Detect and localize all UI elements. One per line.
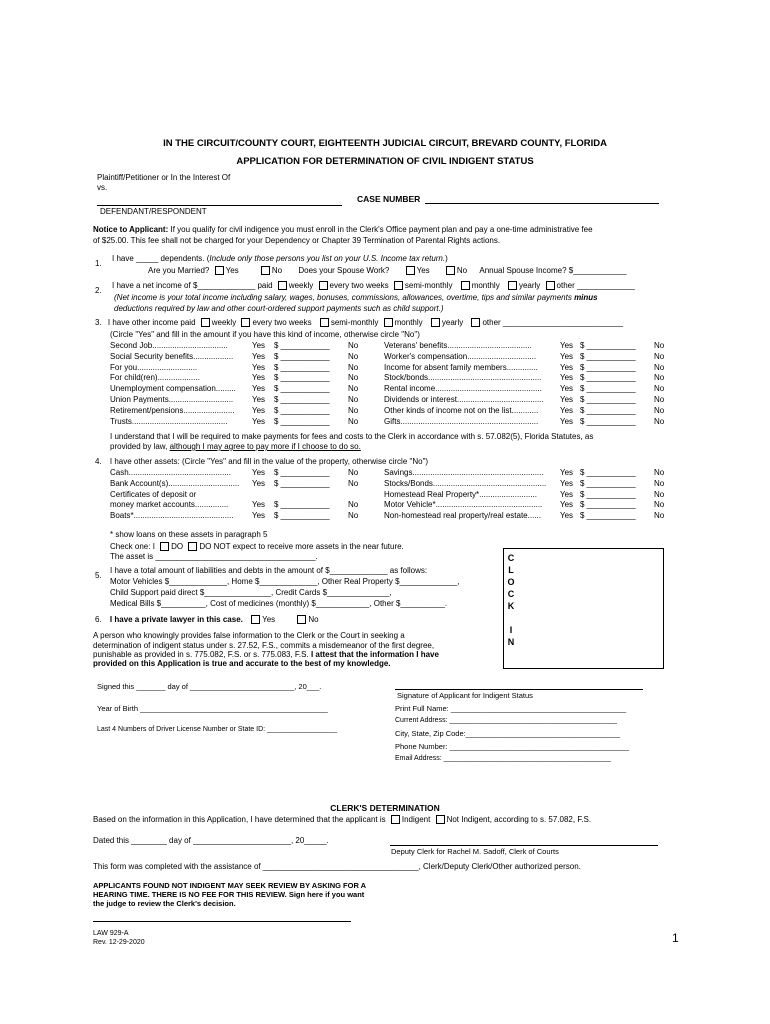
clock-in-letters: [506, 552, 516, 648]
q3-right-item-no[interactable]: No: [654, 351, 665, 361]
q2-weekly-label: weekly: [288, 281, 314, 290]
q3-weekly-checkbox[interactable]: [201, 318, 210, 327]
q3-right-item-yes[interactable]: Yes: [560, 384, 574, 394]
q4-right-item-label: Stocks/Bonds...................................................: [384, 478, 547, 488]
q3-left-item-amount-field[interactable]: $ ___________: [274, 351, 330, 361]
q3-right-item-label: Other kinds of income not on the list............: [384, 405, 539, 415]
q3-left-item-amount-field[interactable]: $ ___________: [274, 341, 330, 350]
q3-right-item-label: Stock/bonds...................................................: [384, 373, 542, 383]
q2-minus: minus: [574, 293, 598, 302]
q3-understand-line2: [110, 442, 361, 451]
phone-field[interactable]: Phone Number: ___________________________________________: [395, 742, 629, 751]
q6-text: I have a private lawyer in this case.: [109, 615, 243, 624]
q4-left-item-no[interactable]: No: [348, 500, 359, 510]
q4-left-item-label: Bank Account(s)................................: [110, 478, 240, 488]
q4-right-item-no[interactable]: No: [654, 478, 665, 488]
q3-semi-checkbox[interactable]: [320, 318, 329, 327]
notice-text1: If you qualify for civil indigence you must enroll in the Clerk's Office payment plan and pay a one-time administrative fee: [170, 225, 593, 234]
lawyer-yes-label: Yes: [262, 615, 276, 624]
married-yes-label: Yes: [225, 266, 239, 275]
q3-left-item-label: Retirement/pensions.......................: [110, 405, 235, 415]
net-income-field[interactable]: I have a net income of $_____________ paid: [112, 281, 273, 290]
q2-note1: [114, 293, 598, 302]
deputy-signature-line[interactable]: [390, 845, 658, 846]
clerk-based-text: Based on the information in this Application, I have determined that the applicant is: [93, 815, 386, 824]
spouse-work-yes-checkbox[interactable]: [406, 266, 415, 275]
q3-left-item-label: Social Security benefits..................: [110, 351, 234, 361]
q4-right-item-label: Non-homestead real property/real estate......: [384, 511, 541, 521]
notice-label: Notice to Applicant:: [93, 225, 169, 234]
q2-semi-label: semi-monthly: [404, 281, 453, 290]
spouse-work-yes-label: Yes: [416, 266, 430, 275]
q5-line3[interactable]: Child Support paid direct $_______________, Credit Cards $______________,: [110, 588, 392, 597]
q2-every-two-checkbox[interactable]: [319, 281, 328, 290]
q3-weekly-label: weekly: [211, 318, 237, 327]
q4-left-item-amount-field[interactable]: $ ___________: [274, 468, 330, 477]
q3-right-item-label: Gifts..............................................................: [384, 416, 539, 426]
q3-other-checkbox[interactable]: [471, 318, 480, 327]
deputy-clerk-label: Deputy Clerk for Rachel M. Sadoff, Clerk of Courts: [391, 847, 559, 856]
q2-monthly-label: monthly: [471, 281, 500, 290]
q4-left-item-label: Boats*.............................................: [110, 511, 234, 521]
q1-text-italic: Include only those persons you list on your U.S. Income tax return.: [209, 254, 446, 263]
print-name-field[interactable]: Print Full Name: __________________________________________: [395, 704, 627, 713]
q4-right-item-yes[interactable]: Yes: [560, 468, 574, 477]
q3-right-item-yes[interactable]: Yes: [560, 351, 574, 361]
q3-right-item-amount-field[interactable]: $ ___________: [580, 341, 636, 350]
signed-this-field[interactable]: Signed this _______ day of _________________________, 20___.: [97, 682, 322, 691]
q2-note2: deductions required by law and other court-ordered support payments such as child support.): [114, 304, 444, 313]
q3-right-item-label: Rental income................................................: [384, 384, 542, 394]
q3-right-item-label: Veterans' benefits......................................: [384, 341, 532, 350]
q3-left-item-yes[interactable]: Yes: [252, 384, 266, 394]
q3-left-item-yes[interactable]: Yes: [252, 341, 266, 350]
q3-right-item-amount-field[interactable]: $ ___________: [580, 362, 636, 372]
q3-left-item-no[interactable]: No: [348, 351, 359, 361]
spouse-work-label: Does your Spouse Work?: [298, 266, 390, 275]
form-number: LAW 929-A: [93, 930, 129, 937]
q4-left-item-no[interactable]: No: [348, 468, 359, 477]
q3-right-item-no[interactable]: No: [654, 395, 665, 404]
do-not-checkbox[interactable]: [188, 542, 197, 551]
warning-line4: provided on this Application is true and accurate to the best of my knowledge.: [93, 659, 391, 668]
q3-left-item-no[interactable]: No: [348, 384, 359, 394]
q4-right-item-no[interactable]: No: [654, 489, 665, 499]
q3-right-item-amount-field[interactable]: $ ___________: [580, 373, 636, 383]
clock-letter: C: [507, 589, 515, 599]
q3-left-item-yes[interactable]: Yes: [252, 362, 266, 372]
q3-every-two-label: every two weeks: [252, 318, 312, 327]
year-of-birth-field[interactable]: Year of Birth _____________________________________________: [97, 704, 328, 713]
q3-right-item-yes[interactable]: Yes: [560, 341, 574, 350]
q2-number: 2.: [95, 286, 102, 295]
q4-right-item-amount-field[interactable]: $ ___________: [580, 511, 636, 521]
spouse-income-field[interactable]: Annual Spouse Income? $____________: [479, 266, 627, 275]
q1-text-b: ): [445, 254, 448, 263]
q3-left-item-amount-field[interactable]: $ ___________: [274, 384, 330, 394]
q4-left-item-yes[interactable]: Yes: [252, 511, 266, 521]
q2-note1-text: (Net income is your total income including salary, wages, bonuses, commissions, allowances, overtime, tips and similar payments: [114, 293, 572, 302]
do-not-label: DO NOT expect to receive more assets in the near future.: [199, 542, 404, 551]
q4-left-item-no[interactable]: No: [348, 511, 359, 521]
q3-left-item-label: Union Payments.............................: [110, 395, 234, 404]
q4-text: I have other assets: (Circle "Yes" and fill in the value of the property, otherwise circle "No"): [109, 457, 429, 466]
q5-line4[interactable]: Medical Bills $__________, Cost of medicines (monthly) $____________, Other $__________.: [110, 599, 448, 608]
license-field[interactable]: Last 4 Numbers of Driver License Number or State ID: __________________: [97, 726, 338, 733]
understand-underlined: although I may agree to pay more if I choose to do so.: [169, 442, 361, 451]
clock-letter: [506, 612, 516, 624]
q2-weekly-checkbox[interactable]: [278, 281, 287, 290]
do-checkbox[interactable]: [160, 542, 169, 551]
married-label: Are you Married?: [148, 266, 210, 275]
understand-text: provided by law,: [110, 442, 168, 451]
q4-right-item-yes[interactable]: Yes: [560, 489, 574, 499]
q3-left-item-label: For you...........................: [110, 362, 198, 372]
clock-letter: K: [507, 601, 515, 611]
q3-left-item-yes[interactable]: Yes: [252, 395, 266, 404]
clock-letter: O: [507, 577, 515, 587]
do-label: DO: [171, 542, 184, 551]
q4-left-item-amount-field[interactable]: $ ___________: [274, 500, 330, 510]
q3-left-item-amount-field[interactable]: $ ___________: [274, 395, 330, 404]
plaintiff-label: Plaintiff/Petitioner or In the Interest Of: [97, 173, 231, 182]
lawyer-no-label: No: [308, 615, 319, 624]
q4-right-item-no[interactable]: No: [654, 511, 665, 521]
applicant-signature-line[interactable]: [395, 689, 643, 690]
q4-left-item-yes[interactable]: Yes: [252, 500, 266, 510]
asset-is-field[interactable]: The asset is ____________________________________.: [110, 552, 318, 561]
q1-dependents: [112, 254, 448, 263]
q3-left-item-no[interactable]: No: [348, 395, 359, 404]
q3-yearly-checkbox[interactable]: [431, 318, 440, 327]
q4-left-item-label: Cash..............................................: [110, 468, 231, 477]
q3-right-item-amount-field[interactable]: $ ___________: [580, 405, 636, 415]
q3-left-item-no[interactable]: No: [348, 341, 359, 350]
married-yes-checkbox[interactable]: [215, 266, 224, 275]
page-number: 1: [672, 931, 679, 945]
notice-line2: of $25.00. This fee shall not be charged for your Dependency or Chapter 39 Termination of Parental Rights actions.: [93, 236, 501, 245]
q3-semi-label: semi-monthly: [330, 318, 379, 327]
q4-right-item-label: Motor Vehicle*................................................: [384, 500, 543, 510]
lawyer-no-checkbox[interactable]: [297, 615, 306, 624]
warning-line1: A person who knowingly provides false information to the Clerk or the Court in seeking a: [93, 631, 405, 640]
q3-left-item-no[interactable]: No: [348, 416, 359, 426]
q3-left-item-label: Unemployment compensation.........: [110, 384, 236, 394]
q4-right-item-label: Homestead Real Property*..........................: [384, 489, 537, 499]
q2-other-field[interactable]: other _____________: [556, 281, 635, 290]
not-indigent-checkbox[interactable]: [436, 815, 445, 824]
q3-left-item-yes[interactable]: Yes: [252, 416, 266, 426]
warning-line3: [93, 650, 439, 659]
q3-yearly-label: yearly: [441, 318, 464, 327]
case-number-field[interactable]: [425, 203, 659, 204]
clock-letter: C: [507, 553, 515, 563]
q3-right-item-no[interactable]: No: [654, 384, 665, 394]
q4-left-item-yes[interactable]: Yes: [252, 478, 266, 488]
clock-letter: I: [509, 625, 513, 635]
signature-label: Signature of Applicant for Indigent Status: [397, 691, 533, 700]
q3-right-item-amount-field[interactable]: $ ___________: [580, 384, 636, 394]
q3-right-item-yes[interactable]: Yes: [560, 362, 574, 372]
q5-line2[interactable]: Motor Vehicles $_____________, Home $_____________, Other Real Property $_____________,: [110, 577, 460, 586]
defendant-label: DEFENDANT/RESPONDENT: [100, 207, 207, 216]
q4-left-item-label: money market accounts...............: [110, 500, 229, 510]
q3-other-field[interactable]: other ___________________________: [482, 318, 624, 327]
q1-married-row: [148, 266, 627, 275]
q5-number: 5.: [95, 571, 102, 580]
court-heading: IN THE CIRCUIT/COUNTY COURT, EIGHTEENTH JUDICIAL CIRCUIT, BREVARD COUNTY, FLORIDA: [163, 138, 607, 149]
vs-label: vs.: [97, 183, 108, 192]
q4-right-item-no[interactable]: No: [654, 468, 665, 477]
q3-monthly-label: monthly: [394, 318, 423, 327]
check-one-row: [110, 542, 404, 551]
q2-monthly-checkbox[interactable]: [461, 281, 470, 290]
not-indigent-label: Not Indigent, according to s. 57.082, F.S.: [446, 815, 592, 824]
assistance-field[interactable]: This form was completed with the assistance of ___________________________________, Clerk/Deputy Clerk/Other authorized person.: [93, 862, 581, 871]
show-loans-note: * show loans on these assets in paragraph 5: [110, 530, 268, 539]
indigent-checkbox[interactable]: [391, 815, 400, 824]
attest-text: I attest that the information I have: [310, 650, 439, 659]
clerk-based-row: [93, 815, 591, 824]
q3-right-item-yes[interactable]: Yes: [560, 416, 574, 426]
warning-line3-text: punishable as provided in s. 775.082, F.S. or s. 775.083, F.S.: [93, 650, 309, 659]
q3-circle-instructions: (Circle "Yes" and fill in the amount if you have this kind of income, otherwise circle "No"): [110, 330, 420, 339]
email-field[interactable]: Email Address: ___________________________________________: [395, 755, 612, 762]
q6-number: 6.: [95, 615, 102, 624]
clock-letter: L: [508, 565, 514, 575]
q4-right-item-amount-field[interactable]: $ ___________: [580, 468, 636, 477]
q3-understand-line1: I understand that I will be required to make payments for fees and costs to the Clerk in accordance with s. 57.082(5), Florida Statutes, as: [110, 432, 594, 441]
q4-right-item-amount-field[interactable]: $ ___________: [580, 500, 636, 510]
review-line2: HEARING TIME. THERE IS NO FEE FOR THIS REVIEW. Sign here if you want: [93, 890, 365, 899]
indigent-label: Indigent: [401, 815, 431, 824]
q2-other-checkbox[interactable]: [546, 281, 555, 290]
q3-right-item-amount-field[interactable]: $ ___________: [580, 351, 636, 361]
q3-left-item-no[interactable]: No: [348, 405, 359, 415]
notice-line1: [93, 225, 593, 234]
revision-date: Rev. 12-29-2020: [93, 939, 145, 946]
spouse-work-no-label: No: [456, 266, 468, 275]
married-no-label: No: [271, 266, 283, 275]
q3-left-item-amount-field[interactable]: $ ___________: [274, 405, 330, 415]
q3-every-two-checkbox[interactable]: [241, 318, 250, 327]
q2-row: [112, 281, 635, 290]
defendant-field[interactable]: [97, 205, 342, 206]
q3-right-item-no[interactable]: No: [654, 405, 665, 415]
q4-row: [95, 457, 428, 466]
q3-right-item-label: Dividends or interest.......................................: [384, 395, 544, 404]
clock-letter: N: [507, 637, 515, 647]
review-line1: APPLICANTS FOUND NOT INDIGENT MAY SEEK REVIEW BY ASKING FOR A: [93, 881, 367, 890]
q3-monthly-checkbox[interactable]: [384, 318, 393, 327]
q2-yearly-label: yearly: [518, 281, 541, 290]
q3-left-item-amount-field[interactable]: $ ___________: [274, 373, 330, 383]
spouse-work-no-checkbox[interactable]: [446, 266, 455, 275]
q5-line1[interactable]: I have a total amount of liabilities and debts in the amount of $_____________ as follows:: [110, 566, 428, 575]
q4-right-item-amount-field[interactable]: $ ___________: [580, 489, 636, 499]
q3-left-item-no[interactable]: No: [348, 373, 359, 383]
warning-line2: determination of indigent status under s. 27.52, F.S., commits a misdemeanor of the first degree,: [93, 641, 435, 650]
review-line3: the judge to review the Clerk's decision.: [93, 899, 236, 908]
q3-number: 3.: [95, 318, 102, 327]
q3-right-item-no[interactable]: No: [654, 373, 665, 383]
q2-semi-checkbox[interactable]: [394, 281, 403, 290]
q4-left-item-no[interactable]: No: [348, 478, 359, 488]
q3-right-item-no[interactable]: No: [654, 416, 665, 426]
q3-left-item-label: Trusts...........................................: [110, 416, 228, 426]
lawyer-yes-checkbox[interactable]: [251, 615, 260, 624]
q3-left-item-amount-field[interactable]: $ ___________: [274, 362, 330, 372]
q6-row: [95, 615, 319, 624]
dated-this-field[interactable]: Dated this ________ day of ______________________, 20_____.: [93, 836, 329, 845]
q3-right-item-yes[interactable]: Yes: [560, 405, 574, 415]
q4-left-item-amount-field[interactable]: $ ___________: [274, 478, 330, 488]
check-one-label: Check one: I: [110, 542, 155, 551]
review-signature-line[interactable]: [93, 921, 351, 922]
city-state-zip-field[interactable]: City, State, Zip Code:_____________________________________: [395, 729, 621, 738]
q3-right-item-no[interactable]: No: [654, 341, 665, 350]
q3-left-item-label: For child(ren)...................: [110, 373, 200, 383]
case-number-label: CASE NUMBER: [357, 194, 421, 204]
q2-yearly-checkbox[interactable]: [508, 281, 517, 290]
current-address-field[interactable]: Current Address: ___________________________________________: [395, 717, 617, 724]
q3-right-item-no[interactable]: No: [654, 362, 665, 372]
q2-every-two-label: every two weeks: [329, 281, 389, 290]
q4-right-item-amount-field[interactable]: $ ___________: [580, 478, 636, 488]
q3-left-item-yes[interactable]: Yes: [252, 405, 266, 415]
q4-right-item-no[interactable]: No: [654, 500, 665, 510]
q3-left-item-yes[interactable]: Yes: [252, 351, 266, 361]
q4-right-item-yes[interactable]: Yes: [560, 500, 574, 510]
clerk-determination-title: CLERK'S DETERMINATION: [330, 803, 440, 813]
q4-left-item-yes[interactable]: Yes: [252, 468, 266, 477]
married-no-checkbox[interactable]: [261, 266, 270, 275]
q3-row: [95, 318, 623, 327]
q3-right-item-amount-field[interactable]: $ ___________: [580, 395, 636, 404]
q3-right-item-amount-field[interactable]: $ ___________: [580, 416, 636, 426]
q3-right-item-yes[interactable]: Yes: [560, 373, 574, 383]
q3-right-item-label: Worker's compensation...............................: [384, 351, 537, 361]
q3-left-item-amount-field[interactable]: $ ___________: [274, 416, 330, 426]
q3-right-item-label: Income for absent family members..............: [384, 362, 538, 372]
q4-right-item-yes[interactable]: Yes: [560, 478, 574, 488]
q1-number: 1.: [95, 259, 102, 268]
q3-text: I have other income paid: [107, 318, 196, 327]
form-title: APPLICATION FOR DETERMINATION OF CIVIL INDIGENT STATUS: [236, 156, 534, 167]
q4-left-item-amount-field[interactable]: $ ___________: [274, 511, 330, 521]
q3-left-item-label: Second Job..................................: [110, 341, 228, 350]
q3-right-item-yes[interactable]: Yes: [560, 395, 574, 404]
q4-number: 4.: [95, 457, 102, 466]
clock-in-box: [503, 548, 664, 669]
q4-left-item-label: Certificates of deposit or: [110, 489, 197, 499]
q4-right-item-label: Savings...........................................................: [384, 468, 544, 477]
q3-left-item-no[interactable]: No: [348, 362, 359, 372]
q4-right-item-yes[interactable]: Yes: [560, 511, 574, 521]
q1-text-a: I have _____ dependents. (: [112, 254, 210, 263]
q3-left-item-yes[interactable]: Yes: [252, 373, 266, 383]
